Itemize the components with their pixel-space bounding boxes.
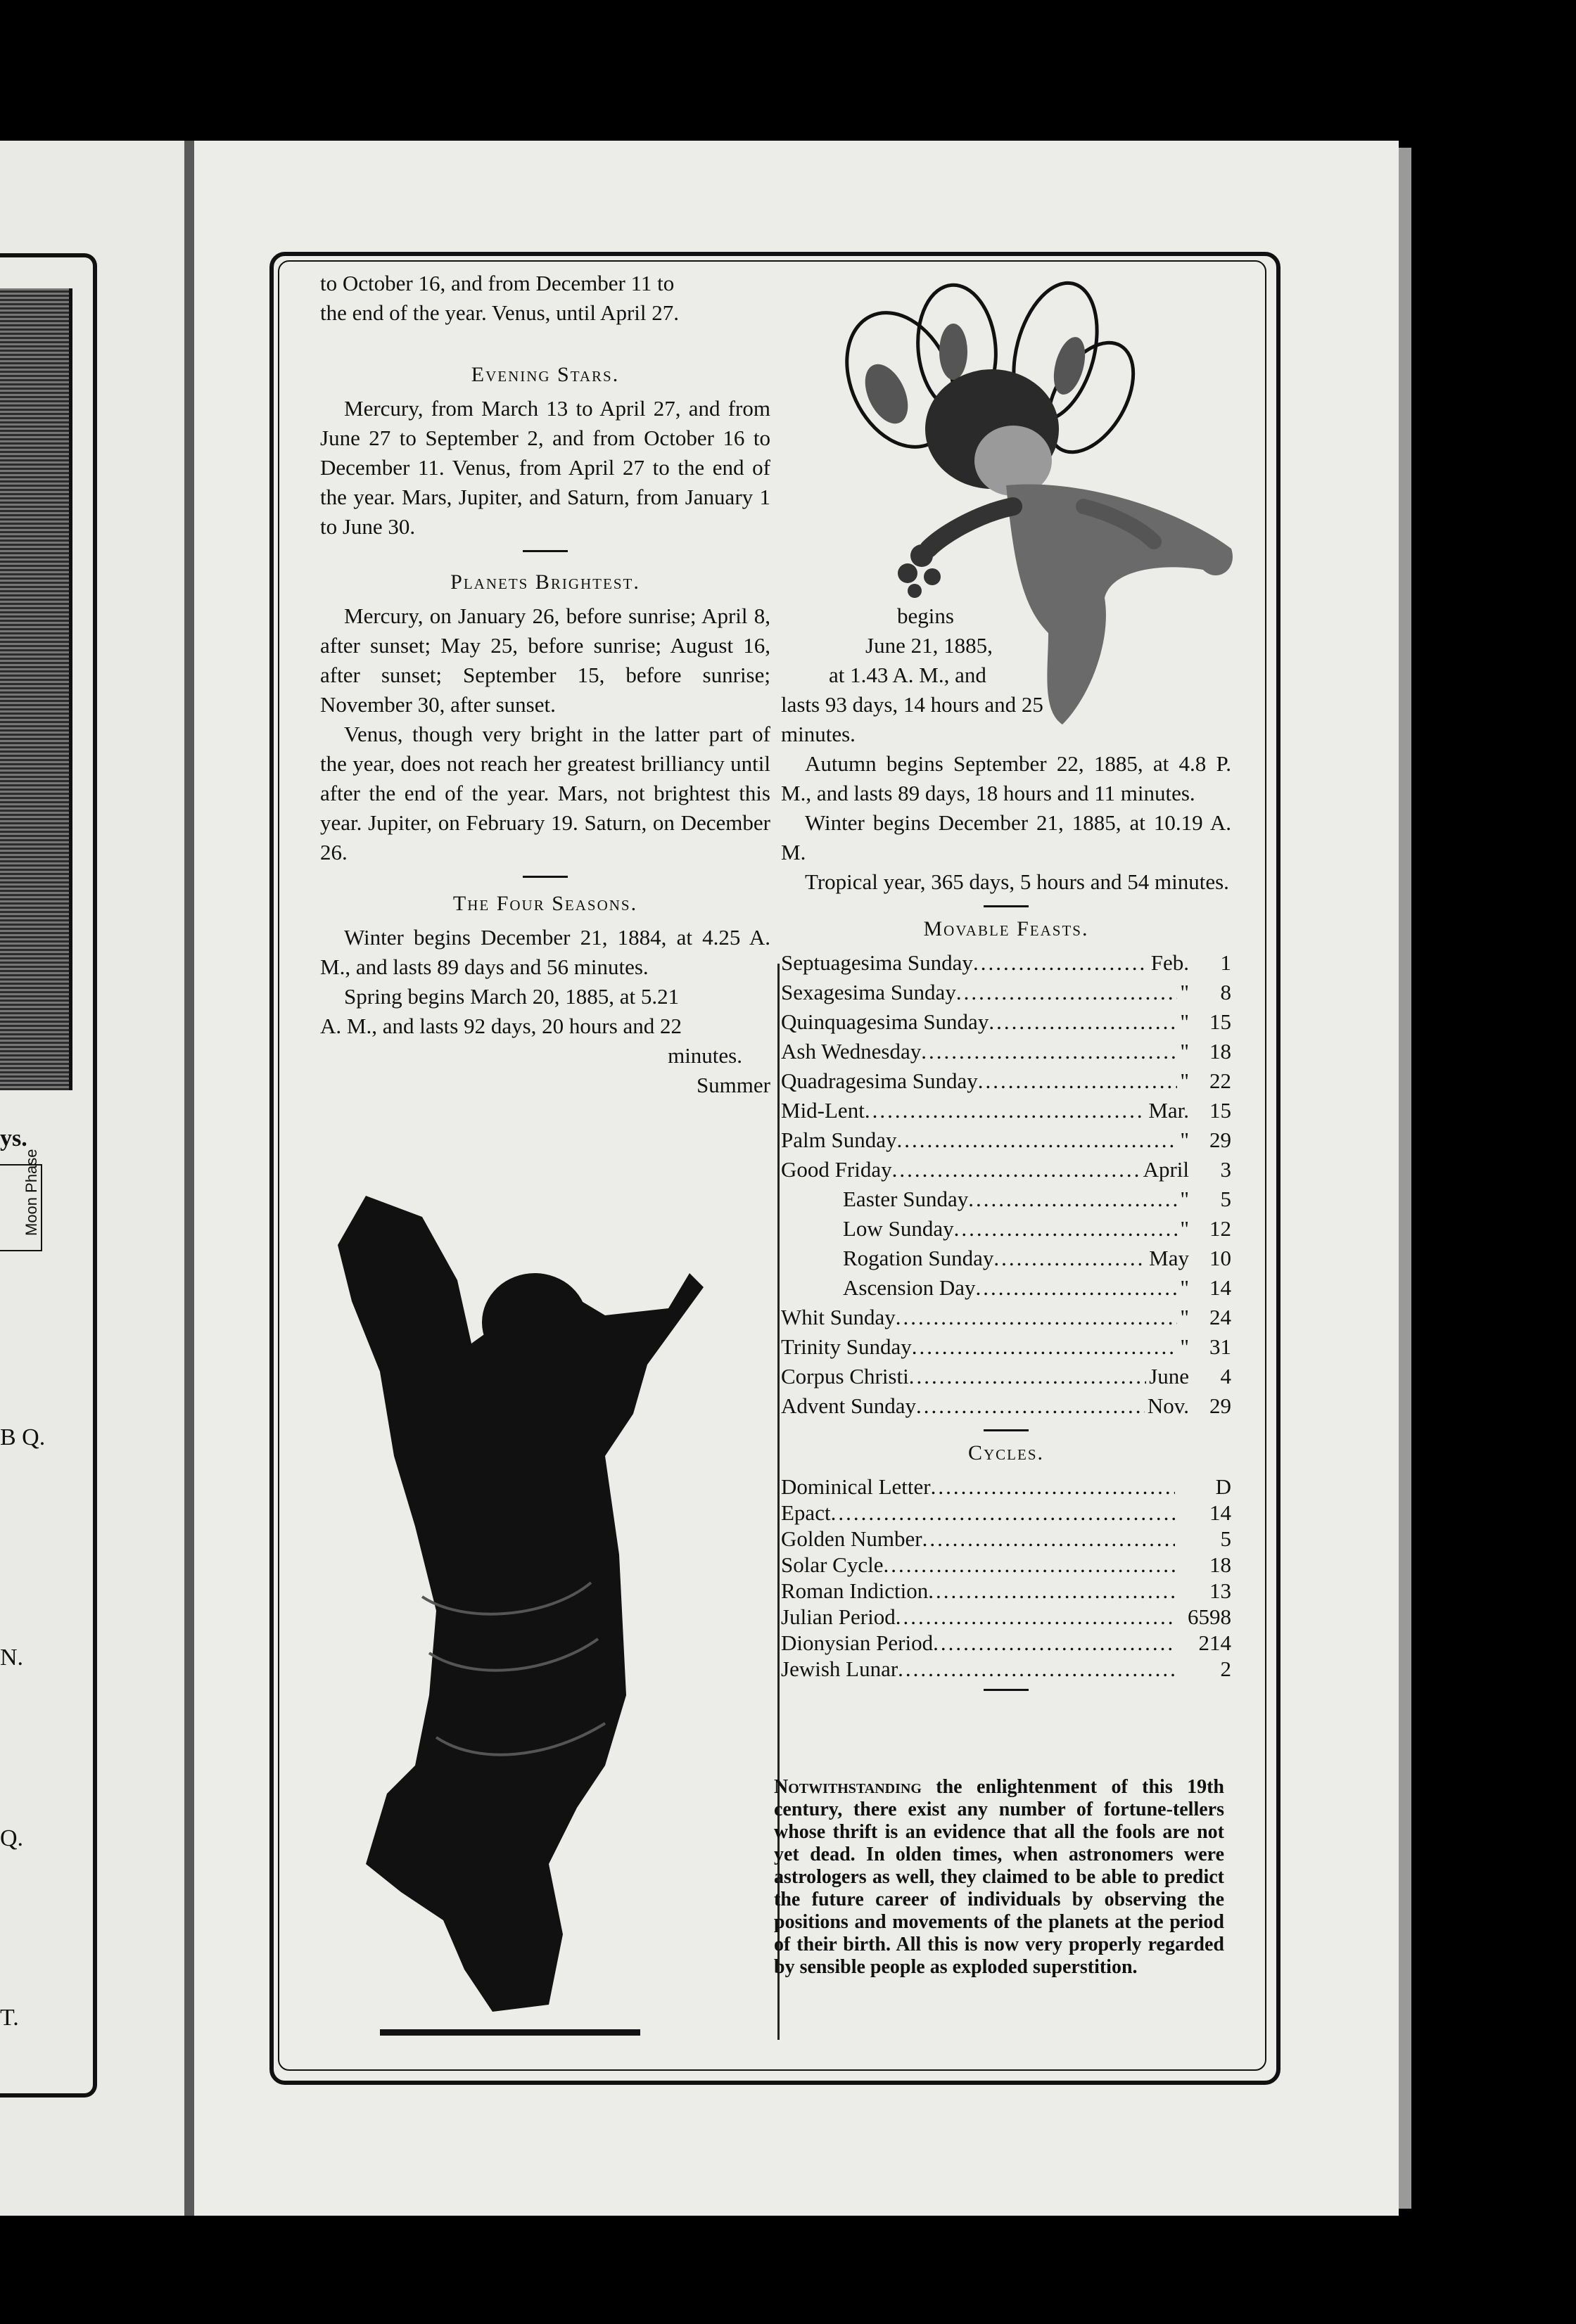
feast-day: 18 — [1209, 1039, 1231, 1064]
leader-dots — [865, 1096, 1146, 1125]
planets-brightest-para-2: Venus, though very bright in the latter part of the year, does not reach her greatest brilliancy until after the end of the year. Mars, not brightest this year. Jupiter, on February 19. Saturn, on December 26. — [320, 722, 770, 864]
top-text-line-1: to October 16, and from December 11 to — [320, 271, 675, 295]
autumn-text: Autumn begins September 22, 1885, at 4.8 P. M., and lasts 89 days, 18 hours and 11 minutes. — [781, 751, 1231, 805]
feast-month: " — [1180, 1305, 1189, 1329]
tropical-year-text: Tropical year, 365 days, 5 hours and 54 minutes. — [805, 869, 1229, 894]
leader-dots — [931, 1472, 1175, 1498]
evening-stars-text: Mercury, from March 13 to April 27, and from June 27 to September 2, and from October 16 to December 11. Venus, from April 27 to the end of the year. Mars, Jupiter, and Saturn, from January 1 to June 30. — [320, 396, 770, 539]
cycle-row — [781, 1472, 1231, 1498]
leader-dots — [909, 1362, 1146, 1391]
notwithstanding-paragraph — [774, 1776, 1224, 1979]
feast-row — [781, 1332, 1231, 1362]
left-text-column — [320, 269, 770, 1100]
feast-month: Mar. — [1148, 1098, 1189, 1123]
feast-row — [781, 1037, 1231, 1066]
feast-day: 5 — [1220, 1187, 1231, 1211]
cycle-name: Dominical Letter — [781, 1474, 931, 1499]
moon-phase-column-header — [0, 1149, 42, 1251]
feast-month: Nov. — [1147, 1393, 1189, 1418]
cycle-value: 18 — [1209, 1552, 1231, 1577]
feast-row — [781, 1244, 1231, 1273]
feast-day: 1 — [1220, 950, 1231, 975]
section-divider — [984, 905, 1029, 907]
feast-month: " — [1180, 1039, 1189, 1064]
movable-feasts-heading: Movable Feasts. — [923, 917, 1089, 940]
feast-name: Palm Sunday — [781, 1128, 897, 1152]
book-spine — [184, 141, 194, 2216]
leader-dots — [896, 1125, 1177, 1155]
feast-month: " — [1180, 1187, 1189, 1211]
leader-dots — [896, 1602, 1175, 1628]
cycles-heading: Cycles. — [967, 1441, 1045, 1464]
leader-dots — [978, 1066, 1178, 1096]
feast-name: Corpus Christi — [781, 1364, 909, 1388]
feast-name: Ascension Day — [843, 1275, 976, 1300]
ground-line — [380, 2029, 640, 2036]
feast-month: " — [1180, 1216, 1189, 1241]
leader-dots — [896, 1303, 1178, 1332]
feast-row — [781, 1096, 1231, 1125]
cycles-table — [781, 1472, 1231, 1680]
cycle-value: 214 — [1198, 1630, 1231, 1655]
leader-dots — [976, 1273, 1178, 1303]
feast-name: Quinquagesima Sunday — [781, 1009, 989, 1034]
feast-name: Advent Sunday — [781, 1393, 917, 1418]
feast-month: " — [1180, 1334, 1189, 1359]
leader-dots — [912, 1332, 1178, 1362]
left-fragment-bq: B Q. — [0, 1424, 46, 1450]
cycle-name: Solar Cycle — [781, 1552, 884, 1577]
feast-row — [781, 978, 1231, 1007]
summer-line-1: begins — [897, 604, 954, 628]
feast-day: 8 — [1220, 980, 1231, 1004]
feast-day: 14 — [1209, 1275, 1231, 1300]
feast-name: Sexagesima Sunday — [781, 980, 956, 1004]
cycle-name: Roman Indiction — [781, 1578, 929, 1603]
feast-month: Feb. — [1150, 950, 1189, 975]
summer-line-4: lasts 93 days, 14 hours and 25 — [781, 692, 1043, 717]
feast-row — [781, 1273, 1231, 1303]
left-fragment-ys: ys. — [0, 1125, 27, 1151]
left-fragment-q: Q. — [0, 1825, 24, 1851]
feast-row — [781, 1391, 1231, 1421]
feast-row — [781, 1362, 1231, 1391]
feast-day: 15 — [1209, 1009, 1231, 1034]
cycle-value: D — [1215, 1474, 1231, 1499]
movable-feasts-table — [781, 948, 1231, 1421]
leader-dots — [884, 1550, 1176, 1576]
evening-stars-heading: Evening Stars. — [471, 363, 620, 386]
feast-name: Mid-Lent — [781, 1098, 865, 1123]
summer-line-3: at 1.43 A. M., and — [829, 663, 986, 687]
winter-1884-text: Winter begins December 21, 1884, at 4.25 A. M., and lasts 89 days and 56 minutes. — [320, 925, 770, 979]
feast-day: 15 — [1209, 1098, 1231, 1123]
feast-day: 4 — [1220, 1364, 1231, 1388]
feast-row — [781, 1125, 1231, 1155]
leader-dots — [831, 1498, 1175, 1524]
feast-month: " — [1180, 1068, 1189, 1093]
moon-phase-label: Moon Phase — [23, 1149, 40, 1236]
right-text-column — [781, 601, 1231, 1691]
spring-text-line-1: Spring begins March 20, 1885, at 5.21 — [344, 984, 680, 1009]
cycle-row — [781, 1576, 1231, 1602]
feast-name: Low Sunday — [843, 1216, 954, 1241]
feast-month: May — [1149, 1246, 1189, 1270]
feast-name: Septuagesima Sunday — [781, 950, 973, 975]
feast-row — [781, 948, 1231, 978]
cycle-row — [781, 1602, 1231, 1628]
cycle-row — [781, 1524, 1231, 1550]
feast-row — [781, 1214, 1231, 1244]
feast-day: 29 — [1209, 1393, 1231, 1418]
feast-day: 29 — [1209, 1128, 1231, 1152]
cycle-row — [781, 1628, 1231, 1654]
left-page-engraving — [0, 288, 72, 1090]
leader-dots — [933, 1628, 1175, 1654]
four-seasons-heading: The Four Seasons. — [452, 892, 638, 915]
feast-name: Quadragesima Sunday — [781, 1068, 978, 1093]
feast-day: 24 — [1209, 1305, 1231, 1329]
cycle-row — [781, 1550, 1231, 1576]
cycle-name: Julian Period — [781, 1604, 896, 1629]
cycle-value: 14 — [1209, 1500, 1231, 1525]
planets-brightest-heading: Planets Brightest. — [450, 570, 640, 594]
leader-dots — [956, 978, 1178, 1007]
left-fragment-n: N. — [0, 1645, 24, 1671]
leader-dots — [916, 1391, 1145, 1421]
feast-day: 10 — [1209, 1246, 1231, 1270]
cycle-name: Jewish Lunar — [781, 1656, 898, 1681]
feast-month: " — [1180, 1128, 1189, 1152]
spring-text-line-2: A. M., and lasts 92 days, 20 hours and 22 — [320, 1014, 682, 1038]
section-divider — [984, 1689, 1029, 1691]
left-fragment-t: T. — [0, 2005, 19, 2031]
feast-month: " — [1180, 980, 1189, 1004]
feast-name: Whit Sunday — [781, 1305, 896, 1329]
cycle-row — [781, 1654, 1231, 1680]
cycle-row — [781, 1498, 1231, 1524]
feast-month: " — [1180, 1275, 1189, 1300]
feast-name: Easter Sunday — [843, 1187, 969, 1211]
cycle-name: Golden Number — [781, 1526, 922, 1551]
feast-row — [781, 1066, 1231, 1096]
spring-text-line-3: minutes. — [668, 1043, 742, 1068]
feast-name: Rogation Sunday — [843, 1246, 994, 1270]
cycle-value: 6598 — [1188, 1604, 1231, 1629]
notice-lead-word: Notwithstanding — [774, 1776, 922, 1798]
feast-month: April — [1143, 1157, 1189, 1182]
leader-dots — [968, 1185, 1177, 1214]
section-divider — [523, 876, 568, 878]
feast-day: 12 — [1209, 1216, 1231, 1241]
feast-row — [781, 1007, 1231, 1037]
feast-name: Good Friday — [781, 1157, 892, 1182]
feast-month: June — [1149, 1364, 1189, 1388]
feast-day: 31 — [1209, 1334, 1231, 1359]
leader-dots — [993, 1244, 1146, 1273]
leader-dots — [989, 1007, 1177, 1037]
summer-line-2: June 21, 1885, — [865, 633, 993, 658]
feast-name: Ash Wednesday — [781, 1039, 922, 1064]
cycle-value: 5 — [1220, 1526, 1231, 1551]
feast-day: 22 — [1209, 1068, 1231, 1093]
leader-dots — [954, 1214, 1178, 1244]
notice-text: the enlightenment of this 19th century, there exist any number of fortune-tellers whose thrift is an evidence that all the fools are not yet dead. In olden times, when astronomers were astrologers as well, they claimed to be able to predict the future career of individuals by observing the positions and movements of the planets at the period of their birth. All this is now very properly regarded by sensible people as exploded superstition. — [774, 1776, 1224, 1978]
top-text-line-2: the end of the year. Venus, until April 27. — [320, 300, 679, 325]
leader-dots — [898, 1654, 1175, 1680]
leader-dots — [973, 948, 1148, 978]
planets-brightest-para-1: Mercury, on January 26, before sunrise; April 8, after sunset; May 25, before sunrise; August 16, after sunset; September 15, before sunrise; November 30, after sunset. — [320, 604, 770, 717]
feast-month: " — [1180, 1009, 1189, 1034]
summer-word: Summer — [696, 1073, 770, 1097]
leader-dots — [922, 1524, 1175, 1550]
cycle-name: Dionysian Period — [781, 1630, 934, 1655]
feast-row — [781, 1185, 1231, 1214]
running-child-illustration — [338, 1161, 704, 2040]
section-divider — [523, 550, 568, 552]
cycle-name: Epact — [781, 1500, 831, 1525]
leader-dots — [892, 1155, 1140, 1185]
leader-dots — [921, 1037, 1177, 1066]
cycle-value: 13 — [1209, 1578, 1231, 1603]
summer-line-5: minutes. — [781, 722, 856, 746]
feast-row — [781, 1303, 1231, 1332]
feast-name: Trinity Sunday — [781, 1334, 912, 1359]
winter-1885-text: Winter begins December 21, 1885, at 10.19 A. M. — [781, 810, 1231, 864]
page-edge — [1399, 148, 1411, 2209]
cycle-value: 2 — [1220, 1656, 1231, 1681]
feast-row — [781, 1155, 1231, 1185]
section-divider — [984, 1429, 1029, 1431]
leader-dots — [928, 1576, 1175, 1602]
feast-day: 3 — [1220, 1157, 1231, 1182]
